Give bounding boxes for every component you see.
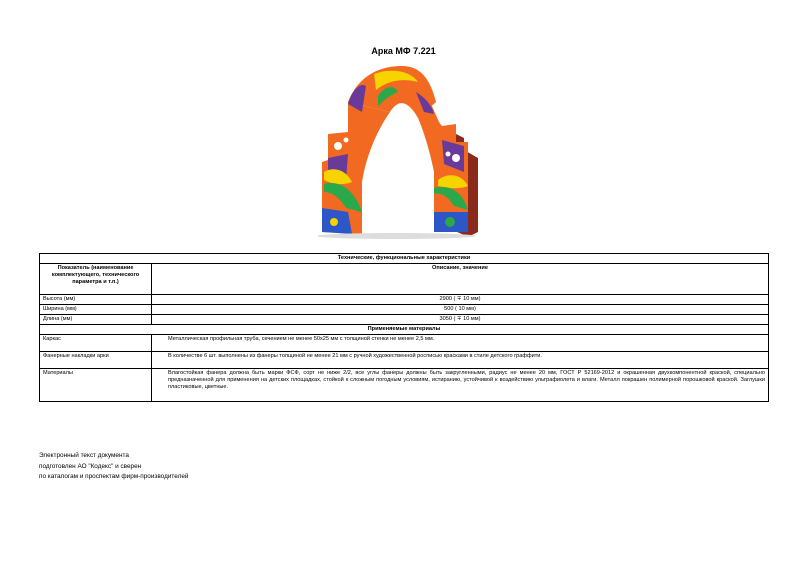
row-value-length: 3050 ( ∓ 10 мм) bbox=[152, 314, 769, 324]
row-value-width: 500 ( 10 мм) bbox=[152, 304, 769, 314]
table-row bbox=[40, 334, 769, 351]
col-header-parameter: Показатель (наименование комплектующего, технического параметра и т.п.) bbox=[40, 263, 152, 294]
section-header-technical: Технические, функциональные характеристики bbox=[40, 254, 769, 264]
credits bbox=[39, 451, 188, 483]
row-label-height: Высота (мм) bbox=[40, 294, 152, 304]
credits-line-2: подготовлен АО "Кодекс" и сверен bbox=[39, 462, 142, 470]
table-row bbox=[40, 314, 769, 324]
dot bbox=[452, 154, 460, 162]
row-value-plywood: В количестве 6 шт. выполнены из фанеры толщиной не менее 21 мм с ручной художественной росписью красками в стиле детского граффити. bbox=[152, 351, 769, 368]
table-row bbox=[40, 368, 769, 401]
specifications-table bbox=[39, 253, 769, 402]
credits-line-3: по каталогам и проспектам фирм-производителей bbox=[39, 473, 189, 480]
section-header-row bbox=[40, 254, 769, 264]
ground-shadow bbox=[318, 233, 476, 239]
row-label-length: Длина (мм) bbox=[40, 314, 152, 324]
table-row bbox=[40, 351, 769, 368]
credits-line-1: Электронный текст документа bbox=[39, 452, 129, 459]
row-value-frame: Металлическая профильная труба, сечением не менее 50х25 мм с толщиной стенки не менее 2,5 мм. bbox=[152, 334, 769, 351]
row-label-plywood: Фанерные накладки арки bbox=[40, 351, 152, 368]
section-header-materials: Применяемые материалы bbox=[40, 324, 769, 334]
row-value-height: 2900 ( ∓ 10 мм) bbox=[152, 294, 769, 304]
dot bbox=[344, 138, 349, 143]
row-label-width: Ширина (мм) bbox=[40, 304, 152, 314]
row-value-materials: Влагостойкая фанера должна быть марки ФСФ, сорт не ниже 2/2, все углы фанеры должны быть закругленными, радиус не менее 20 мм, ГОСТ Р 52169-2012 и окрашенная двухкомпонентной краской, специально предназначенной для применения на детских площадках, стойкой к сложным погодным условиям, истиранию, устойчивой к воздействию ультрафиолета и влаги. Металл покрашен полимерной порошковой краской. Заглушки пластиковые, цветные. bbox=[152, 368, 769, 401]
table-row bbox=[40, 304, 769, 314]
row-label-frame: Каркас bbox=[40, 334, 152, 351]
row-label-materials: Материалы bbox=[40, 368, 152, 401]
arch-illustration bbox=[318, 62, 498, 240]
document-title: Арка МФ 7.221 bbox=[371, 46, 436, 56]
dot bbox=[445, 217, 455, 227]
section-header-row bbox=[40, 324, 769, 334]
dot bbox=[330, 218, 338, 226]
column-header-row bbox=[40, 263, 769, 294]
col-header-value: Описание, значение bbox=[152, 263, 769, 294]
dot bbox=[446, 152, 451, 157]
dot bbox=[334, 142, 342, 150]
table-row bbox=[40, 294, 769, 304]
